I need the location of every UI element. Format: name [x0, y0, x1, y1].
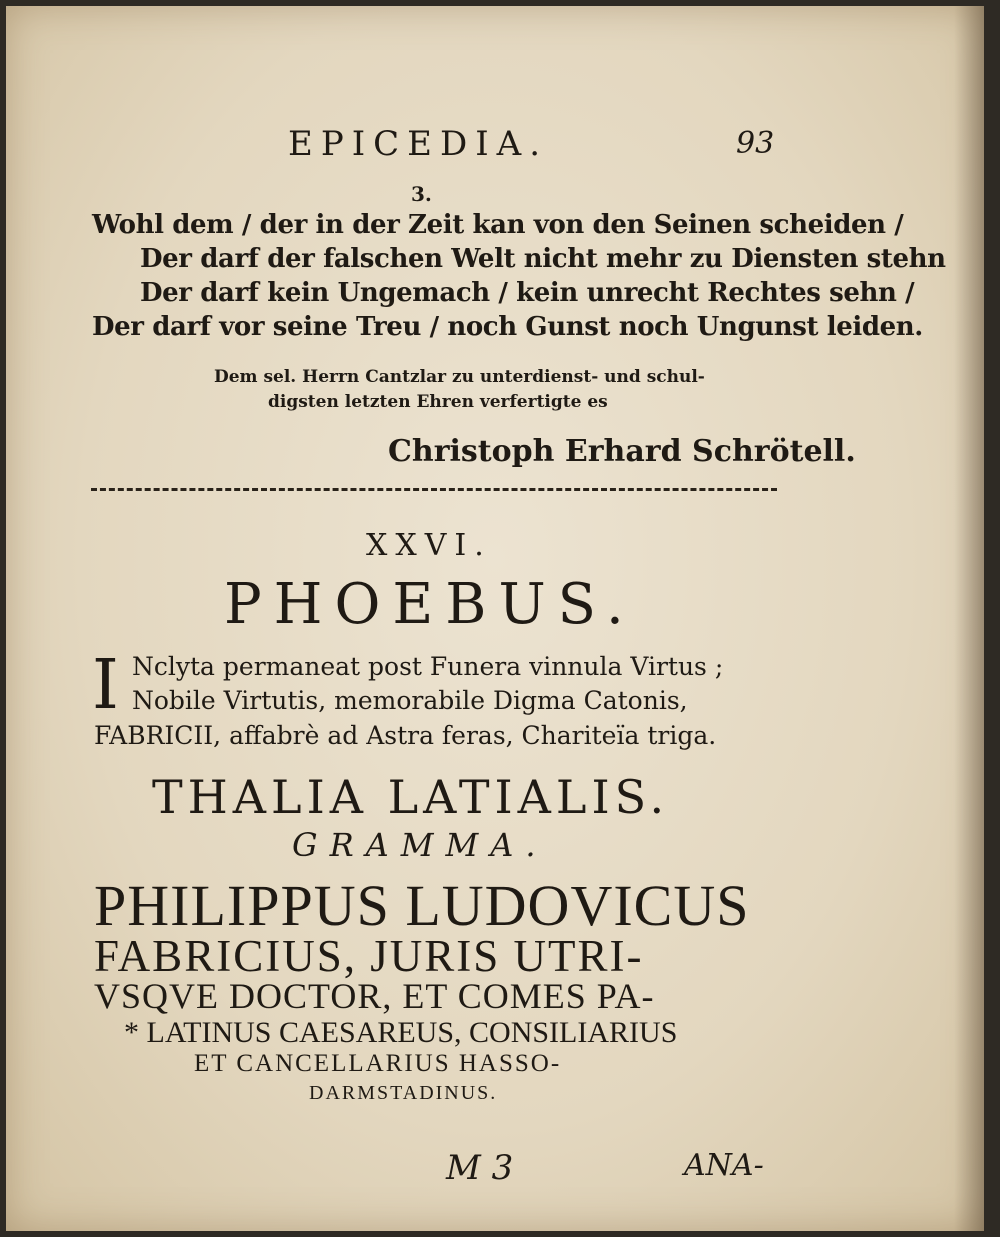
dedication-line: digsten letzten Ehren verfertigte es	[268, 392, 608, 412]
poem-line: Der darf kein Ungemach / kein unrecht Rechtes sehn /	[140, 278, 915, 308]
poem-line: Wohl dem / der in der Zeit kan von den Seinen scheiden /	[92, 210, 904, 240]
book-page	[6, 6, 984, 1231]
latin-verse: FABRICII, affabrè ad Astra feras, Chariteïa triga.	[94, 721, 717, 750]
gramma-heading: GRAMMA.	[292, 826, 548, 864]
name-line: FABRICIUS, JURIS UTRI-	[94, 931, 644, 981]
section-title: PHOEBUS.	[224, 572, 636, 637]
signature-mark: M 3	[446, 1148, 514, 1188]
name-line: PHILIPPUS LUDOVICUS	[94, 873, 750, 938]
name-line: * LATINUS CAESAREUS, CONSILIARIUS	[124, 1016, 678, 1049]
section-divider	[91, 488, 777, 491]
latin-verse: Nclyta permaneat post Funera vinnula Virtus ;	[132, 652, 724, 681]
stanza-number: 3.	[411, 182, 432, 206]
subtitle: THALIA LATIALIS.	[152, 770, 670, 824]
running-head: EPICEDIA.	[288, 124, 549, 164]
author-signature: Christoph Erhard Schrötell.	[388, 434, 856, 469]
name-line: VSQVE DOCTOR, ET COMES PA-	[94, 976, 655, 1016]
name-line: ET CANCELLARIUS HASSO-	[194, 1050, 562, 1077]
latin-verse: Nobile Virtutis, memorabile Digma Catonis,	[132, 686, 688, 715]
catchword: ANA-	[684, 1148, 764, 1183]
page-number: 93	[736, 126, 775, 161]
drop-capital: I	[92, 646, 119, 725]
poem-line: Der darf der falschen Welt nicht mehr zu Diensten stehn	[140, 244, 946, 274]
dedication-line: Dem sel. Herrn Cantzlar zu unterdienst- und schul-	[214, 367, 705, 387]
name-line: DARMSTADINUS.	[309, 1082, 498, 1104]
poem-line: Der darf vor seine Treu / noch Gunst noch Ungunst leiden.	[92, 312, 923, 342]
section-numeral: XXVI.	[366, 528, 492, 563]
